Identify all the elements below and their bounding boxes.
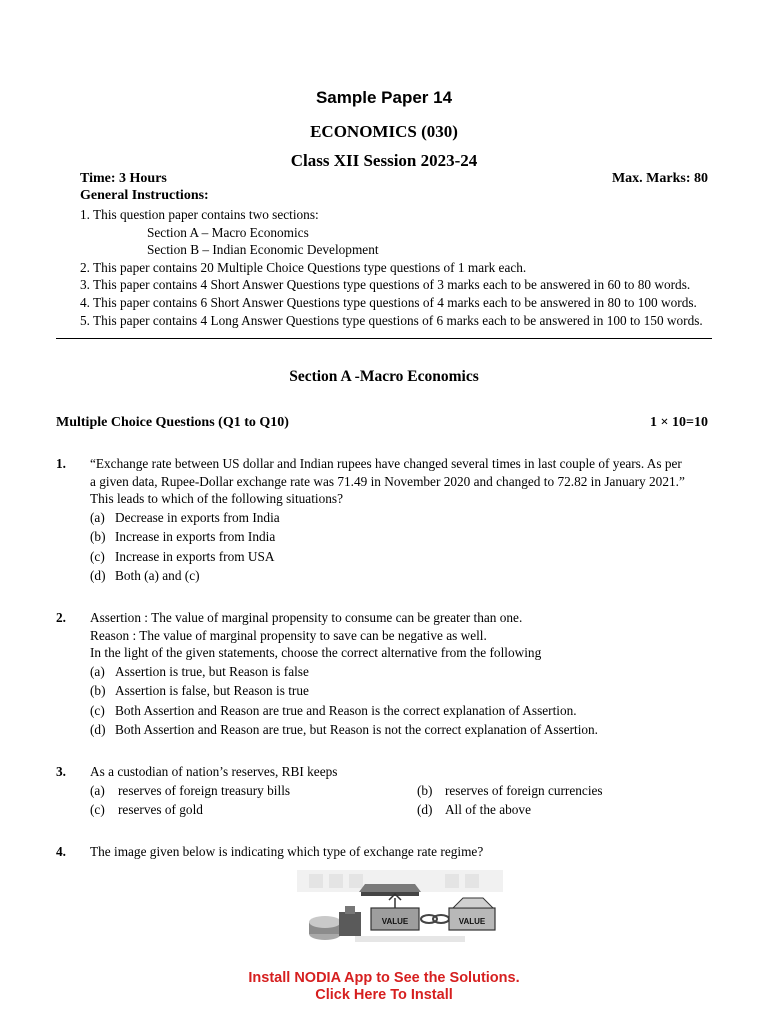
question-3 (56, 763, 716, 820)
option-label: (a) (90, 782, 105, 798)
instruction-line: 4. This paper contains 6 Short Answer Questions type questions of 4 marks each to be answered in 80 to 100 words. (80, 294, 697, 310)
option-label: (d) (90, 568, 106, 583)
option-label: (c) (90, 548, 105, 564)
question-number: 2. (56, 610, 66, 625)
option (417, 800, 716, 820)
question-text: Reason : The value of marginal propensity to save can be negative as well. (90, 627, 487, 643)
question-text: As a custodian of nation’s reserves, RBI keeps (90, 764, 338, 779)
option (90, 508, 716, 528)
instruction-line: Section A – Macro Economics (147, 224, 309, 240)
instruction-line: 3. This paper contains 4 Short Answer Questions type questions of 3 marks each to be answered in 60 to 80 words. (80, 277, 691, 293)
option (90, 547, 716, 567)
instruction-line: 2. This paper contains 20 Multiple Choice Questions type questions of 1 mark each. (80, 259, 527, 275)
option-label: (b) (90, 683, 106, 698)
option (90, 566, 716, 586)
question-1 (56, 455, 716, 586)
instruction-line: Section B – Indian Economic Development (147, 242, 379, 258)
question-text: “Exchange rate between US dollar and Indian rupees have changed several times in last couple of years. As per (90, 456, 682, 471)
option-label: (c) (90, 702, 105, 718)
option-label: (d) (90, 722, 106, 737)
option-text: Assertion is false, but Reason is true (115, 683, 309, 698)
question-number: 4. (56, 844, 66, 859)
meta-row (80, 171, 708, 187)
option-text: Assertion is true, but Reason is false (115, 663, 309, 679)
option (90, 701, 716, 721)
option-text: reserves of gold (118, 802, 203, 817)
click-to-install-link[interactable]: Click Here To Install (315, 987, 453, 1003)
option-text: Both Assertion and Reason are true and Reason is the correct explanation of Assertion. (115, 702, 577, 718)
question-text: The image given below is indicating which type of exchange rate regime? (90, 844, 484, 859)
options-grid (90, 781, 716, 820)
option-text: Both Assertion and Reason are true, but Reason is not the correct explanation of Assertion. (115, 722, 599, 737)
option-label: (a) (90, 509, 105, 525)
option (90, 800, 417, 820)
time-label: Time: 3 Hours (80, 171, 167, 186)
option-text: All of the above (444, 802, 531, 817)
divider (56, 338, 712, 339)
question-text: This leads to which of the following situations? (90, 491, 343, 506)
option (90, 681, 716, 701)
option (90, 720, 716, 740)
subject-title: ECONOMICS (030) (310, 122, 458, 141)
question-number: 3. (56, 764, 66, 779)
value-label-left: VALUE (381, 917, 409, 926)
option-label: (c) (90, 802, 105, 817)
option (90, 527, 716, 547)
exchange-rate-illustration (295, 868, 507, 948)
sample-paper-title: Sample Paper 14 (315, 88, 453, 107)
question-4 (56, 843, 716, 861)
question-text: In the light of the given statements, choose the correct alternative from the following (90, 645, 542, 660)
question-text: a given data, Rupee-Dollar exchange rate was 71.49 in November 2020 and changed to 72.82 in January 2021.” (90, 473, 685, 489)
question-2 (56, 609, 716, 740)
instruction-line: 1. This question paper contains two sections: (80, 207, 319, 222)
mcq-marks: 1 × 10=10 (650, 415, 708, 430)
option (417, 781, 716, 801)
max-marks-label: Max. Marks: 80 (611, 171, 708, 186)
mcq-header (56, 415, 708, 431)
option-label: (b) (90, 529, 106, 544)
option-label: (a) (90, 663, 105, 679)
option-text: reserves of foreign currencies (444, 782, 603, 798)
option-text: Increase in exports from USA (115, 548, 275, 564)
general-instructions-heading: General Instructions: (80, 188, 209, 203)
mcq-label: Multiple Choice Questions (Q1 to Q10) (56, 415, 289, 430)
install-app-link[interactable]: Install NODIA App to See the Solutions. (248, 970, 520, 986)
option (90, 781, 417, 801)
question-text: Assertion : The value of marginal propensity to consume can be greater than one. (90, 610, 523, 625)
option-text: Both (a) and (c) (115, 568, 200, 583)
question-number: 1. (56, 456, 66, 471)
option-label: (b) (416, 782, 433, 798)
instructions-list (80, 206, 720, 329)
option-label: (d) (416, 802, 433, 817)
option-text: reserves of foreign treasury bills (118, 782, 291, 798)
value-label-right: VALUE (458, 917, 486, 926)
option-text: Decrease in exports from India (115, 509, 280, 525)
option (90, 662, 716, 682)
option-text: Increase in exports from India (115, 529, 276, 544)
class-session-title: Class XII Session 2023-24 (290, 151, 478, 170)
instruction-line: 5. This paper contains 4 Long Answer Questions type questions of 6 marks each to be answered in 100 to 150 words. (80, 312, 703, 328)
section-heading: Section A -Macro Economics (289, 368, 479, 385)
